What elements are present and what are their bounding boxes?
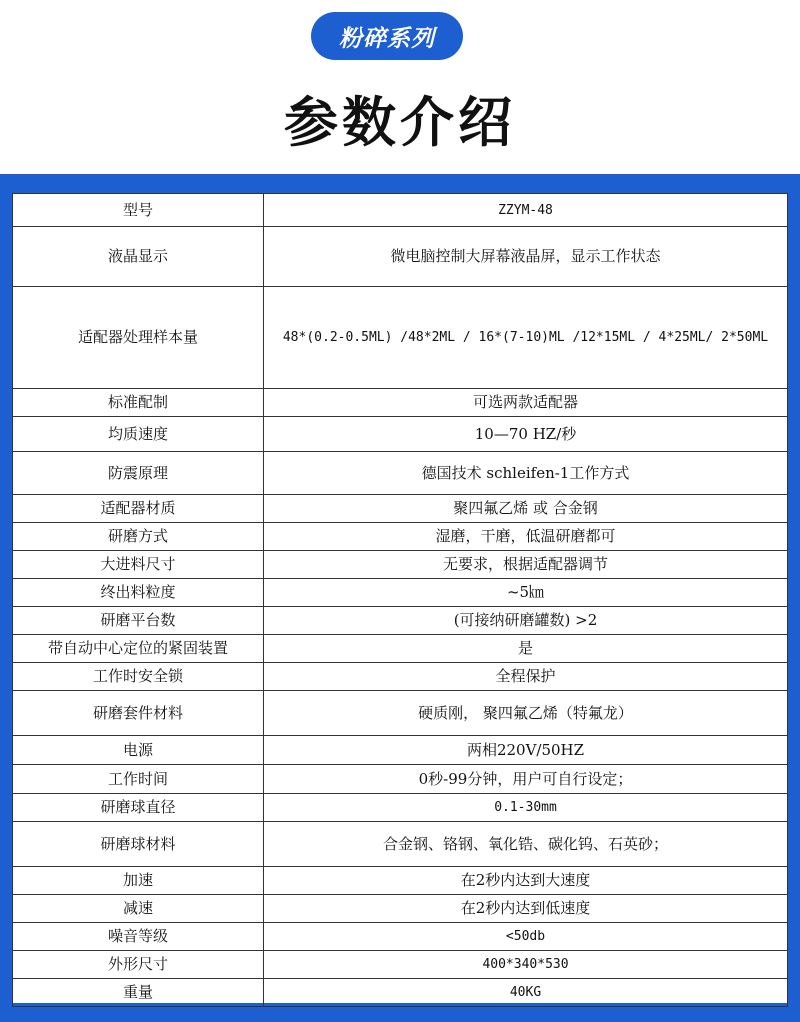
row-value: 微电脑控制大屏幕液晶屏，显示工作状态 bbox=[264, 227, 788, 287]
row-label: 减速 bbox=[13, 895, 264, 923]
table-row bbox=[13, 867, 788, 895]
row-value: 40KG bbox=[264, 979, 788, 1007]
row-label: 防震原理 bbox=[13, 452, 264, 495]
table-row bbox=[13, 691, 788, 736]
row-label: 噪音等级 bbox=[13, 923, 264, 951]
table-row bbox=[13, 923, 788, 951]
table-row bbox=[13, 287, 788, 389]
table-row bbox=[13, 607, 788, 635]
row-value: 全程保护 bbox=[264, 663, 788, 691]
row-value: ~5㎞ bbox=[264, 579, 788, 607]
row-label: 研磨方式 bbox=[13, 523, 264, 551]
row-value: 是 bbox=[264, 635, 788, 663]
table-row bbox=[13, 951, 788, 979]
row-label: 重量 bbox=[13, 979, 264, 1007]
row-label: 大进料尺寸 bbox=[13, 551, 264, 579]
row-label: 研磨平台数 bbox=[13, 607, 264, 635]
row-label: 研磨套件材料 bbox=[13, 691, 264, 736]
row-label: 适配器材质 bbox=[13, 495, 264, 523]
row-value: 在2秒内达到低速度 bbox=[264, 895, 788, 923]
table-row bbox=[13, 194, 788, 227]
row-value: <50db bbox=[264, 923, 788, 951]
row-value: 湿磨，干磨，低温研磨都可 bbox=[264, 523, 788, 551]
table-row bbox=[13, 765, 788, 794]
row-label: 外形尺寸 bbox=[13, 951, 264, 979]
row-label: 适配器处理样本量 bbox=[13, 287, 264, 389]
row-label: 标准配制 bbox=[13, 389, 264, 417]
row-value: (可接纳研磨罐数) >2 bbox=[264, 607, 788, 635]
row-value: 400*340*530 bbox=[264, 951, 788, 979]
row-value: ZZYM-48 bbox=[264, 194, 788, 227]
table-row bbox=[13, 523, 788, 551]
row-label: 工作时间 bbox=[13, 765, 264, 794]
table-row bbox=[13, 452, 788, 495]
row-value: 无要求，根据适配器调节 bbox=[264, 551, 788, 579]
row-label: 加速 bbox=[13, 867, 264, 895]
table-row bbox=[13, 895, 788, 923]
row-label: 研磨球材料 bbox=[13, 822, 264, 867]
table-row bbox=[13, 389, 788, 417]
table-row bbox=[13, 635, 788, 663]
row-value: 可选两款适配器 bbox=[264, 389, 788, 417]
row-value: 两相220V/50HZ bbox=[264, 736, 788, 765]
table-row bbox=[13, 979, 788, 1007]
row-value: 0秒-99分钟，用户可自行设定； bbox=[264, 765, 788, 794]
table-row bbox=[13, 495, 788, 523]
spec-table-container bbox=[12, 193, 788, 1003]
row-label: 终出料粒度 bbox=[13, 579, 264, 607]
row-label: 电源 bbox=[13, 736, 264, 765]
row-value: 聚四氟乙烯 或 合金钢 bbox=[264, 495, 788, 523]
row-value: 0.1-30mm bbox=[264, 794, 788, 822]
spec-table bbox=[12, 193, 788, 1007]
page-title: 参数介绍 bbox=[284, 91, 516, 154]
row-label: 带自动中心定位的紧固装置 bbox=[13, 635, 264, 663]
row-value: 10—70 HZ/秒 bbox=[264, 417, 788, 452]
row-value: 硬质刚， 聚四氟乙烯（特氟龙） bbox=[264, 691, 788, 736]
table-row bbox=[13, 227, 788, 287]
table-row bbox=[13, 551, 788, 579]
row-label: 液晶显示 bbox=[13, 227, 264, 287]
table-row bbox=[13, 736, 788, 765]
row-value: 48*(0.2-0.5ML) /48*2ML / 16*(7-10)ML /12*15ML / 4*25ML/ 2*50ML bbox=[264, 287, 788, 389]
table-row bbox=[13, 794, 788, 822]
row-value: 在2秒内达到大速度 bbox=[264, 867, 788, 895]
row-label: 研磨球直径 bbox=[13, 794, 264, 822]
row-label: 均质速度 bbox=[13, 417, 264, 452]
row-value: 合金钢、铬钢、氧化锆、碳化钨、石英砂； bbox=[264, 822, 788, 867]
row-label: 型号 bbox=[13, 194, 264, 227]
series-badge: 粉碎系列 bbox=[311, 12, 463, 60]
table-row bbox=[13, 822, 788, 867]
table-row bbox=[13, 579, 788, 607]
row-label: 工作时安全锁 bbox=[13, 663, 264, 691]
row-value: 德国技术 schleifen-1工作方式 bbox=[264, 452, 788, 495]
table-row bbox=[13, 417, 788, 452]
table-row bbox=[13, 663, 788, 691]
